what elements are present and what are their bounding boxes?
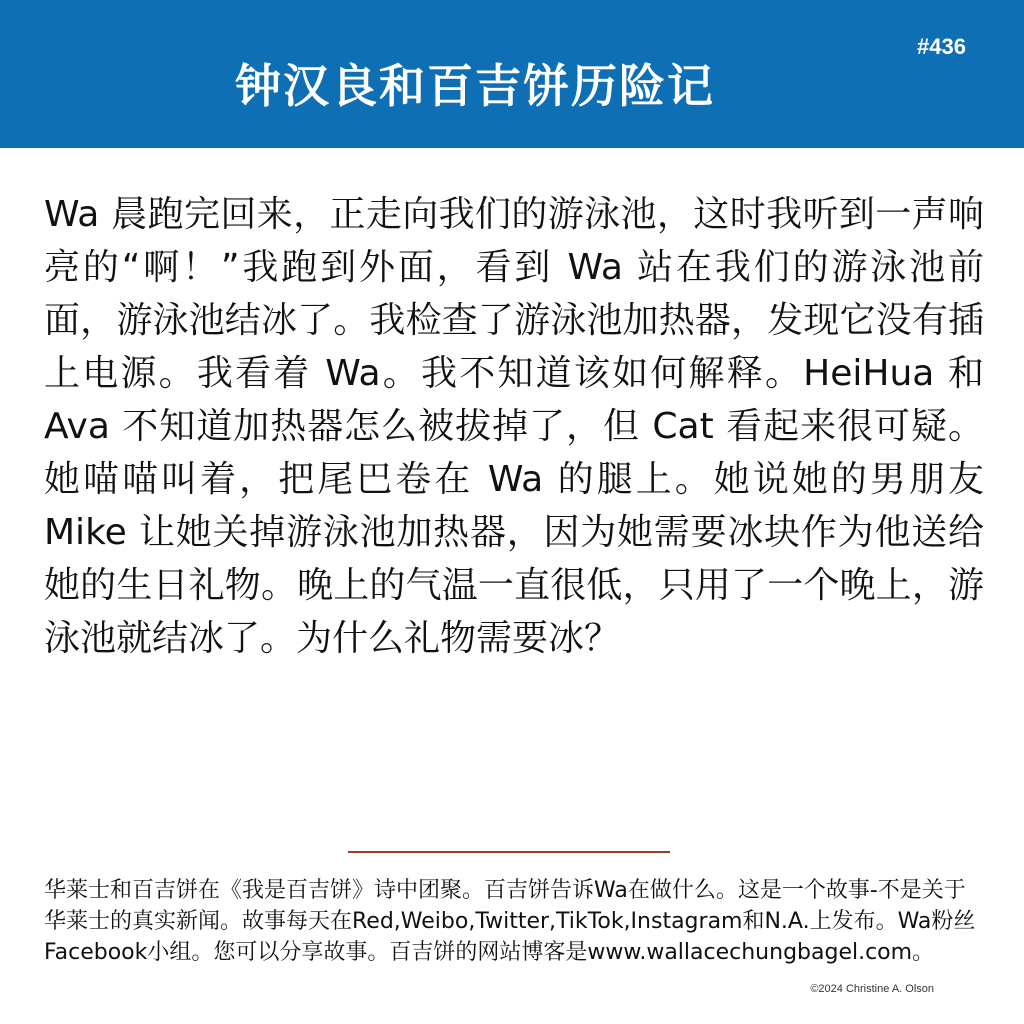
footer-note: 华莱士和百吉饼在《我是百吉饼》诗中团聚。百吉饼告诉Wa在做什么。这是一个故事-不是关于华莱士的真实新闻。故事每天在Red,Weibo,Twitter,TikTok,Instagram和N.A.上发布。Wa粉丝Facebook小组。您可以分享故事。百吉饼的网站博客是www.wallacechungbagel.com。 — [44, 878, 976, 965]
divider — [348, 851, 670, 853]
story-text: Wa 晨跑完回来，正走向我们的游泳池，这时我听到一声响亮的“啊！”我跑到外面，看到 Wa 站在我们的游泳池前面，游泳池结冰了。我检查了游泳池加热器，发现它没有插上电源。我看着 Wa。我不知道该如何解释。HeiHua 和 Ava 不知道加热器怎么被拔掉了，但 Cat 看起来很可疑。她喵喵叫着，把尾巴卷在 Wa 的腿上。她说她的男朋友 Mike 让她关掉游泳池加热器，因为她需要冰块作为他送给她的生日礼物。晚上的气温一直很低，只用了一个晚上，游泳池就结冰了。为什么礼物需要冰？ — [44, 194, 984, 659]
page-title: 钟汉良和百吉饼历险记 — [235, 59, 715, 113]
copyright: ©2024 Christine A. Olson — [810, 983, 934, 995]
story-number: #436 — [917, 34, 966, 59]
header-banner — [0, 0, 1024, 148]
